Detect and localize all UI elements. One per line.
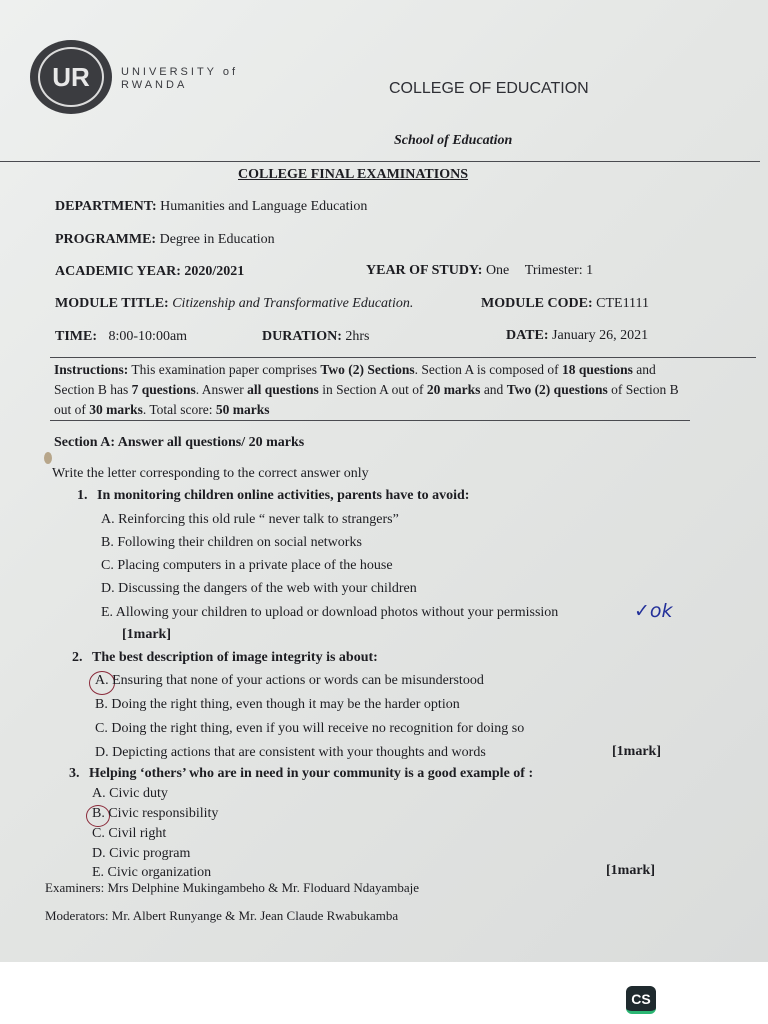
q1-option-e: E. Allowing your children to upload or download photos without your permission xyxy=(101,605,559,620)
q3-option-e: E. Civic organization xyxy=(92,865,212,880)
duration-line: DURATION: 2hrs xyxy=(262,329,370,344)
logo-monogram: UR xyxy=(38,47,104,107)
q1-option-b: B. Following their children on social networks xyxy=(101,535,362,550)
year-of-study: YEAR OF STUDY: One Trimester: 1 xyxy=(366,263,594,278)
q3-option-a: A. Civic duty xyxy=(92,786,168,801)
q2-option-d: D. Depicting actions that are consistent with your thoughts and words xyxy=(95,745,486,760)
university-name: UNIVERSITY of RWANDA xyxy=(121,66,239,91)
section-a-title: Section A: Answer all questions/ 20 marks xyxy=(54,435,305,450)
q1-option-d: D. Discussing the dangers of the web with your children xyxy=(101,581,417,596)
q1-option-c: C. Placing computers in a private place of the house xyxy=(101,558,393,573)
question-3: 3. Helping ‘others’ who are in need in your community is a good example of : xyxy=(69,766,534,781)
programme-line: PROGRAMME: Degree in Education xyxy=(55,232,275,247)
q2-option-b: B. Doing the right thing, even though it may be the harder option xyxy=(95,697,460,712)
college-name: COLLEGE OF EDUCATION xyxy=(389,80,589,97)
section-a-directive: Write the letter corresponding to the correct answer only xyxy=(52,466,369,481)
instructions-paragraph: Instructions: This examination paper comprises Two (2) Sections. Section A is composed of 18 questions and Section B has 7 questions. Answer all questions in Section A out of 20 marks and Two (2) questions of Section B out of 30 marks. Total score: 50 marks xyxy=(54,362,679,417)
q2-option-c: C. Doing the right thing, even if you will receive no recognition for doing so xyxy=(95,721,525,736)
q3-option-b: B. Civic responsibility xyxy=(92,806,219,821)
camscanner-badge-icon: CS xyxy=(626,986,656,1014)
school-name: School of Education xyxy=(394,133,513,148)
module-code-line: MODULE CODE: CTE1111 xyxy=(481,296,650,311)
moderators-line: Moderators: Mr. Albert Runyange & Mr. Jean Claude Rwabukamba xyxy=(45,908,399,923)
q1-option-a: A. Reinforcing this old rule “ never talk to strangers” xyxy=(101,512,399,527)
department-line: DEPARTMENT: Humanities and Language Education xyxy=(55,199,368,214)
q3-mark: [1mark] xyxy=(606,863,655,878)
question-2: 2. The best description of image integrity is about: xyxy=(72,650,378,665)
q3-option-c: C. Civil right xyxy=(92,826,167,841)
academic-year: ACADEMIC YEAR: 2020/2021 xyxy=(55,264,245,279)
paper-stain xyxy=(44,452,52,464)
q2-mark: [1mark] xyxy=(612,744,661,759)
q2-option-a: A. Ensuring that none of your actions or words can be misunderstood xyxy=(95,673,484,688)
details-rule xyxy=(50,357,756,358)
university-logo xyxy=(30,40,112,114)
exam-title: COLLEGE FINAL EXAMINATIONS xyxy=(238,167,469,182)
handwritten-check-ok: ✓ok xyxy=(634,600,673,622)
module-title-line: MODULE TITLE: Citizenship and Transformative Education. xyxy=(55,296,414,311)
time-line: TIME: 8:00-10:00am xyxy=(55,329,188,344)
question-1: 1. In monitoring children online activities, parents have to avoid: xyxy=(77,488,470,503)
q3-option-d: D. Civic program xyxy=(92,846,191,861)
date-line: DATE: January 26, 2021 xyxy=(506,328,649,343)
examiners-line: Examiners: Mrs Delphine Mukingambeho & Mr. Floduard Ndayambaje xyxy=(45,880,420,895)
instructions-rule xyxy=(50,420,690,421)
header-rule xyxy=(0,161,760,162)
q1-mark: [1mark] xyxy=(122,627,171,642)
